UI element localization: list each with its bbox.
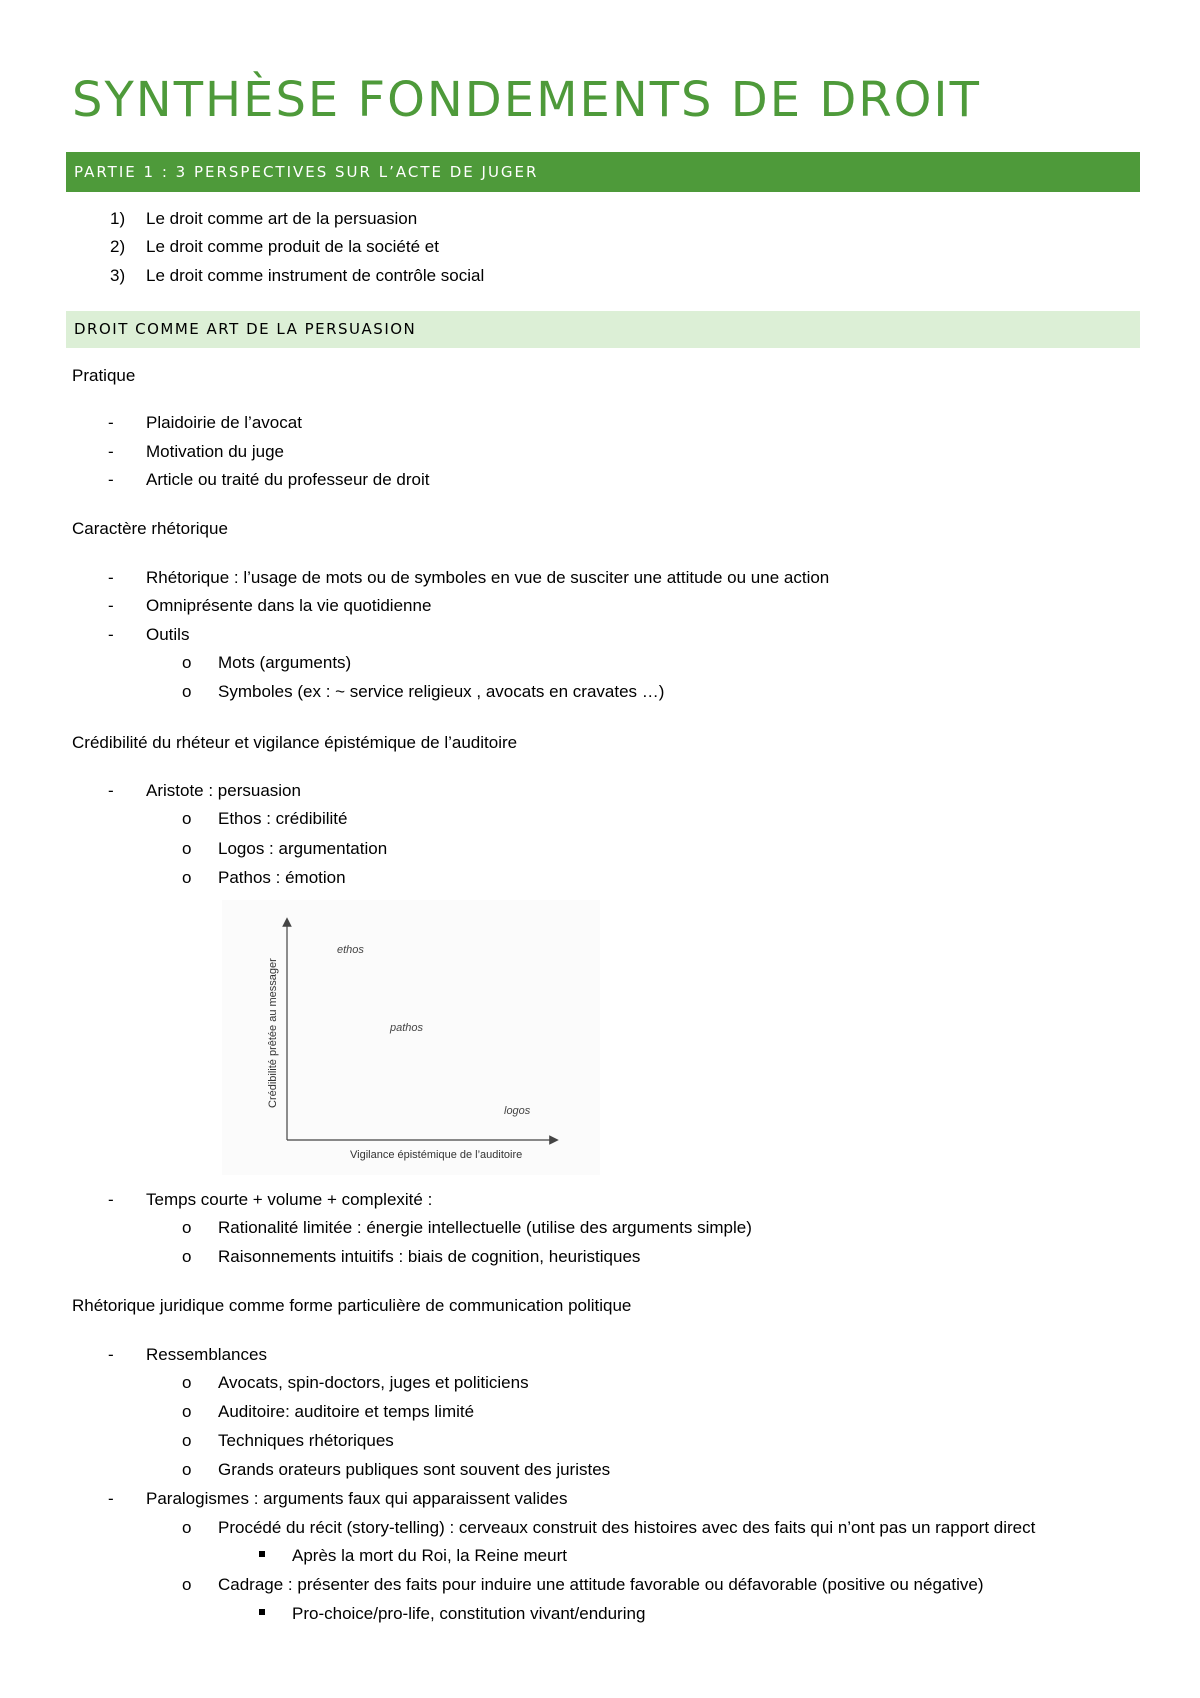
sub-list-item: Pathos : émotion — [218, 868, 346, 887]
o-bullet: o — [182, 682, 192, 701]
o-bullet: o — [182, 1575, 192, 1594]
list-item: Motivation du juge — [146, 442, 284, 461]
list-number: 3) — [110, 266, 126, 285]
sub-list-item: Avocats, spin-doctors, juges et politiciens — [218, 1373, 529, 1392]
list-number: 1) — [110, 209, 126, 228]
o-bullet: o — [182, 809, 192, 828]
ethos-pathos-logos-figure — [222, 900, 600, 1175]
dash-bullet: - — [108, 413, 114, 432]
list-item: Aristote : persuasion — [146, 781, 301, 800]
sub-list-item: Grands orateurs publiques sont souvent des juristes — [218, 1460, 611, 1479]
dash-bullet: - — [108, 596, 114, 615]
o-bullet: o — [182, 1460, 192, 1479]
sub-sub-list-item: Pro-choice/pro-life, constitution vivant/enduring — [292, 1604, 646, 1623]
sub-list-item: Raisonnements intuitifs : biais de cognition, heuristiques — [218, 1247, 641, 1266]
figure-svg — [222, 900, 600, 1175]
list-item: Omniprésente dans la vie quotidienne — [146, 596, 432, 615]
o-bullet: o — [182, 1373, 192, 1392]
section-heading: DROIT COMME ART DE LA PERSUASION — [66, 311, 1140, 348]
square-bullet — [259, 1609, 265, 1615]
list-item: Temps courte + volume + complexité : — [146, 1190, 433, 1209]
dash-bullet: - — [108, 1190, 114, 1209]
dash-bullet: - — [108, 625, 114, 644]
list-item: Le droit comme instrument de contrôle social — [146, 266, 485, 285]
sub-list-item: Symboles (ex : ~ service religieux , avocats en cravates …) — [218, 682, 665, 701]
dash-bullet: - — [108, 470, 114, 489]
o-bullet: o — [182, 1402, 192, 1421]
document-title: SYNTHÈSE FONDEMENTS DE DROIT — [72, 72, 981, 128]
list-item: Ressemblances — [146, 1345, 267, 1364]
sub-list-item: Mots (arguments) — [218, 653, 352, 672]
o-bullet: o — [182, 653, 192, 672]
list-item: Le droit comme produit de la société et — [146, 237, 439, 256]
sub-list-item: Ethos : crédibilité — [218, 809, 348, 828]
list-item: Rhétorique : l’usage de mots ou de symboles en vue de susciter une attitude ou une action — [146, 568, 830, 587]
sub-list-item: Procédé du récit (story-telling) : cerveaux construit des histoires avec des faits qui n’ont pas un rapport direct — [218, 1518, 1036, 1537]
dash-bullet: - — [108, 781, 114, 800]
sub-list-item: Cadrage : présenter des faits pour induire une attitude favorable ou défavorable (positive ou négative) — [218, 1575, 984, 1594]
subheading-pratique: Pratique — [72, 366, 136, 385]
list-number: 2) — [110, 237, 126, 256]
o-bullet: o — [182, 868, 192, 887]
square-bullet — [259, 1551, 265, 1557]
sub-list-item: Techniques rhétoriques — [218, 1431, 394, 1450]
list-item: Paralogismes : arguments faux qui apparaissent valides — [146, 1489, 568, 1508]
o-bullet: o — [182, 839, 192, 858]
subheading-caractere: Caractère rhétorique — [72, 519, 228, 538]
list-item: Plaidoirie de l’avocat — [146, 413, 302, 432]
o-bullet: o — [182, 1518, 192, 1537]
x-axis-label: Vigilance épistémique de l’auditoire — [350, 1149, 523, 1161]
subheading-rhetorique-juridique: Rhétorique juridique comme forme particulière de communication politique — [72, 1296, 632, 1315]
sub-sub-list-item: Après la mort du Roi, la Reine meurt — [292, 1546, 567, 1565]
o-bullet: o — [182, 1218, 192, 1237]
dash-bullet: - — [108, 568, 114, 587]
dash-bullet: - — [108, 1345, 114, 1364]
ethos-label: ethos — [337, 944, 364, 956]
dash-bullet: - — [108, 1489, 114, 1508]
o-bullet: o — [182, 1247, 192, 1266]
o-bullet: o — [182, 1431, 192, 1450]
pathos-label: pathos — [390, 1022, 424, 1034]
subheading-credibilite: Crédibilité du rhéteur et vigilance épistémique de l’auditoire — [72, 733, 518, 752]
dash-bullet: - — [108, 442, 114, 461]
sub-list-item: Logos : argumentation — [218, 839, 388, 858]
y-axis-label: Crédibilité prêtée au messager — [267, 958, 279, 1108]
sub-list-item: Auditoire: auditoire et temps limité — [218, 1402, 475, 1421]
list-item: Le droit comme art de la persuasion — [146, 209, 418, 228]
list-item: Article ou traité du professeur de droit — [146, 470, 430, 489]
part-heading: PARTIE 1 : 3 PERSPECTIVES SUR L’ACTE DE JUGER — [66, 152, 1140, 192]
list-item: Outils — [146, 625, 190, 644]
logos-label: logos — [504, 1105, 531, 1117]
sub-list-item: Rationalité limitée : énergie intellectuelle (utilise des arguments simple) — [218, 1218, 752, 1237]
